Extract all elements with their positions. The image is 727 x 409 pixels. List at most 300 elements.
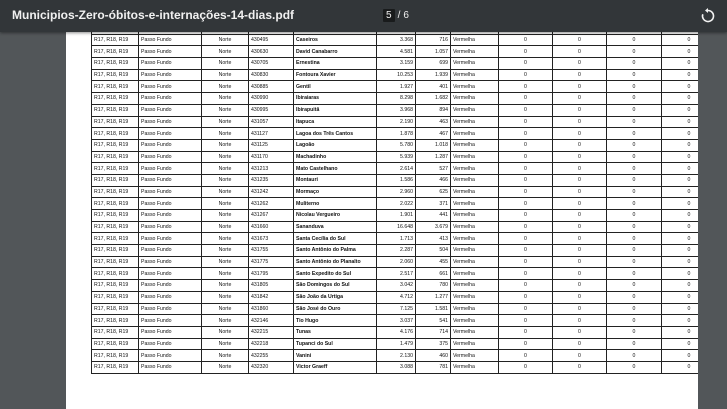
table-row [92,174,699,186]
table-row [92,256,699,268]
cidade-cell: Passo Fundo [139,69,202,81]
macro-cell: Norte [202,93,249,105]
zero-cell: 0 [553,280,607,292]
zero-cell: 0 [662,268,699,280]
zero-cell: 0 [662,280,699,292]
municipio-cell: Santo Expedito do Sul [294,268,377,280]
macro-cell: Norte [202,46,249,58]
municipio-cell: Lagoão [294,139,377,151]
regiao-cell: R17, R18, R19 [92,104,139,116]
zero-cell: 0 [607,221,662,233]
bandeira-cell: Vermelha [451,46,499,58]
zero-cell: 0 [662,350,699,362]
cidade-cell: Passo Fundo [139,58,202,70]
table-row [92,58,699,70]
municipio-cell: Fontoura Xavier [294,69,377,81]
table-row [92,116,699,128]
ibge-code-cell: 431242 [249,186,294,198]
zero-cell: 0 [499,210,553,222]
bandeira-cell: Vermelha [451,34,499,46]
cidade-cell: Passo Fundo [139,326,202,338]
casos-cell: 375 [416,338,451,350]
casos-cell: 625 [416,186,451,198]
table-row [92,81,699,93]
macro-cell: Norte [202,221,249,233]
casos-cell: 716 [416,34,451,46]
populacao-cell: 4.581 [377,46,416,58]
regiao-cell: R17, R18, R19 [92,116,139,128]
macro-cell: Norte [202,291,249,303]
regiao-cell: R17, R18, R19 [92,268,139,280]
zero-cell: 0 [553,350,607,362]
macro-cell: Norte [202,350,249,362]
casos-cell: 1.057 [416,46,451,58]
municipio-cell: David Canabarro [294,46,377,58]
zero-cell: 0 [607,81,662,93]
bandeira-cell: Vermelha [451,93,499,105]
zero-cell: 0 [499,81,553,93]
populacao-cell: 1.479 [377,338,416,350]
populacao-cell: 2.130 [377,350,416,362]
zero-cell: 0 [553,221,607,233]
ibge-code-cell: 431795 [249,268,294,280]
bandeira-cell: Vermelha [451,326,499,338]
table-row [92,139,699,151]
cidade-cell: Passo Fundo [139,303,202,315]
zero-cell: 0 [499,128,553,140]
rotate-icon [699,7,717,25]
bandeira-cell: Vermelha [451,221,499,233]
bandeira-cell: Vermelha [451,81,499,93]
ibge-code-cell: 431860 [249,303,294,315]
municipio-cell: Itapuca [294,116,377,128]
populacao-cell: 2.190 [377,116,416,128]
zero-cell: 0 [662,326,699,338]
bandeira-cell: Vermelha [451,69,499,81]
zero-cell: 0 [553,151,607,163]
casos-cell: 781 [416,361,451,373]
municipio-cell: Santo Antônio do Palma [294,245,377,257]
cidade-cell: Passo Fundo [139,233,202,245]
populacao-cell: 5.780 [377,139,416,151]
zero-cell: 0 [553,256,607,268]
casos-cell: 441 [416,210,451,222]
zero-cell: 0 [499,104,553,116]
regiao-cell: R17, R18, R19 [92,174,139,186]
zero-cell: 0 [607,58,662,70]
municipio-cell: Santa Cecília do Sul [294,233,377,245]
zero-cell: 0 [607,350,662,362]
zero-cell: 0 [553,58,607,70]
zero-cell: 0 [499,46,553,58]
bandeira-cell: Vermelha [451,151,499,163]
ibge-code-cell: 431805 [249,280,294,292]
zero-cell: 0 [662,221,699,233]
populacao-cell: 3.968 [377,104,416,116]
zero-cell: 0 [553,81,607,93]
municipio-cell: Tunas [294,326,377,338]
populacao-cell: 4.712 [377,291,416,303]
cidade-cell: Passo Fundo [139,151,202,163]
casos-cell: 661 [416,268,451,280]
ibge-code-cell: 432215 [249,326,294,338]
zero-cell: 0 [499,58,553,70]
zero-cell: 0 [607,128,662,140]
table-row [92,268,699,280]
municipio-cell: Tio Hugo [294,315,377,327]
zero-cell: 0 [662,163,699,175]
macro-cell: Norte [202,361,249,373]
casos-cell: 1.682 [416,93,451,105]
ibge-code-cell: 431235 [249,174,294,186]
casos-cell: 504 [416,245,451,257]
casos-cell: 463 [416,116,451,128]
macro-cell: Norte [202,34,249,46]
zero-cell: 0 [607,139,662,151]
municipio-cell: São Domingos do Sul [294,280,377,292]
zero-cell: 0 [662,139,699,151]
municipio-cell: Ernestina [294,58,377,70]
macro-cell: Norte [202,198,249,210]
zero-cell: 0 [499,280,553,292]
bandeira-cell: Vermelha [451,245,499,257]
zero-cell: 0 [499,326,553,338]
municipio-cell: Sananduva [294,221,377,233]
zero-cell: 0 [662,58,699,70]
table-row [92,338,699,350]
table-row [92,93,699,105]
zero-cell: 0 [607,34,662,46]
zero-cell: 0 [499,198,553,210]
casos-cell: 401 [416,81,451,93]
regiao-cell: R17, R18, R19 [92,315,139,327]
macro-cell: Norte [202,128,249,140]
cidade-cell: Passo Fundo [139,256,202,268]
zero-cell: 0 [662,116,699,128]
populacao-cell: 1.927 [377,81,416,93]
macro-cell: Norte [202,81,249,93]
zero-cell: 0 [553,93,607,105]
macro-cell: Norte [202,280,249,292]
populacao-cell: 3.368 [377,34,416,46]
populacao-cell: 2.614 [377,163,416,175]
macro-cell: Norte [202,186,249,198]
municipio-cell: Nicolau Vergueiro [294,210,377,222]
table-row [92,210,699,222]
zero-cell: 0 [499,116,553,128]
cidade-cell: Passo Fundo [139,128,202,140]
macro-cell: Norte [202,210,249,222]
cidade-cell: Passo Fundo [139,186,202,198]
zero-cell: 0 [607,174,662,186]
rotate-button[interactable] [699,7,717,25]
zero-cell: 0 [662,245,699,257]
table-row [92,303,699,315]
bandeira-cell: Vermelha [451,128,499,140]
regiao-cell: R17, R18, R19 [92,139,139,151]
zero-cell: 0 [499,315,553,327]
zero-cell: 0 [499,174,553,186]
zero-cell: 0 [607,46,662,58]
regiao-cell: R17, R18, R19 [92,338,139,350]
regiao-cell: R17, R18, R19 [92,361,139,373]
zero-cell: 0 [662,151,699,163]
zero-cell: 0 [553,186,607,198]
regiao-cell: R17, R18, R19 [92,163,139,175]
cidade-cell: Passo Fundo [139,163,202,175]
bandeira-cell: Vermelha [451,315,499,327]
zero-cell: 0 [662,303,699,315]
bandeira-cell: Vermelha [451,58,499,70]
zero-cell: 0 [553,361,607,373]
regiao-cell: R17, R18, R19 [92,34,139,46]
casos-cell: 455 [416,256,451,268]
zero-cell: 0 [553,315,607,327]
bandeira-cell: Vermelha [451,291,499,303]
casos-cell: 467 [416,128,451,140]
cidade-cell: Passo Fundo [139,104,202,116]
bandeira-cell: Vermelha [451,104,499,116]
table-row [92,163,699,175]
table-row [92,34,699,46]
table-row [92,128,699,140]
populacao-cell: 3.042 [377,280,416,292]
zero-cell: 0 [607,361,662,373]
populacao-cell: 2.060 [377,256,416,268]
municipio-cell: São José do Ouro [294,303,377,315]
macro-cell: Norte [202,163,249,175]
zero-cell: 0 [607,326,662,338]
macro-cell: Norte [202,69,249,81]
cidade-cell: Passo Fundo [139,139,202,151]
zero-cell: 0 [662,34,699,46]
zero-cell: 0 [553,291,607,303]
macro-cell: Norte [202,303,249,315]
macro-cell: Norte [202,233,249,245]
ibge-code-cell: 431125 [249,139,294,151]
zero-cell: 0 [553,268,607,280]
zero-cell: 0 [499,151,553,163]
zero-cell: 0 [662,93,699,105]
zero-cell: 0 [607,69,662,81]
table-row [92,350,699,362]
cidade-cell: Passo Fundo [139,280,202,292]
zero-cell: 0 [553,69,607,81]
bandeira-cell: Vermelha [451,198,499,210]
populacao-cell: 10.253 [377,69,416,81]
zero-cell: 0 [499,350,553,362]
zero-cell: 0 [553,34,607,46]
zero-cell: 0 [499,186,553,198]
zero-cell: 0 [607,245,662,257]
zero-cell: 0 [607,93,662,105]
ibge-code-cell: 430995 [249,104,294,116]
populacao-cell: 4.176 [377,326,416,338]
zero-cell: 0 [662,186,699,198]
zero-cell: 0 [553,116,607,128]
ibge-code-cell: 431057 [249,116,294,128]
regiao-cell: R17, R18, R19 [92,233,139,245]
zero-cell: 0 [607,233,662,245]
populacao-cell: 8.298 [377,93,416,105]
zero-cell: 0 [499,69,553,81]
zero-cell: 0 [662,338,699,350]
bandeira-cell: Vermelha [451,186,499,198]
municipio-cell: Ibiraiaras [294,93,377,105]
zero-cell: 0 [607,198,662,210]
municipio-cell: Victor Graeff [294,361,377,373]
zero-cell: 0 [499,233,553,245]
populacao-cell: 1.586 [377,174,416,186]
bandeira-cell: Vermelha [451,268,499,280]
table-row [92,69,699,81]
ibge-code-cell: 430990 [249,93,294,105]
cidade-cell: Passo Fundo [139,338,202,350]
regiao-cell: R17, R18, R19 [92,350,139,362]
casos-cell: 460 [416,350,451,362]
cidade-cell: Passo Fundo [139,81,202,93]
casos-cell: 1.277 [416,291,451,303]
bandeira-cell: Vermelha [451,174,499,186]
table-row [92,198,699,210]
cidade-cell: Passo Fundo [139,245,202,257]
macro-cell: Norte [202,256,249,268]
cidade-cell: Passo Fundo [139,34,202,46]
municipality-table [91,27,698,374]
regiao-cell: R17, R18, R19 [92,210,139,222]
zero-cell: 0 [607,338,662,350]
bandeira-cell: Vermelha [451,163,499,175]
zero-cell: 0 [662,69,699,81]
table-row [92,291,699,303]
cidade-cell: Passo Fundo [139,221,202,233]
populacao-cell: 3.088 [377,361,416,373]
municipio-cell: Ibirapuitã [294,104,377,116]
regiao-cell: R17, R18, R19 [92,81,139,93]
macro-cell: Norte [202,245,249,257]
ibge-code-cell: 430495 [249,34,294,46]
zero-cell: 0 [607,186,662,198]
casos-cell: 527 [416,163,451,175]
zero-cell: 0 [553,139,607,151]
zero-cell: 0 [553,46,607,58]
casos-cell: 1.939 [416,69,451,81]
zero-cell: 0 [607,303,662,315]
table-row [92,245,699,257]
ibge-code-cell: 431127 [249,128,294,140]
zero-cell: 0 [499,256,553,268]
cidade-cell: Passo Fundo [139,210,202,222]
bandeira-cell: Vermelha [451,256,499,268]
bandeira-cell: Vermelha [451,139,499,151]
zero-cell: 0 [553,198,607,210]
bandeira-cell: Vermelha [451,210,499,222]
macro-cell: Norte [202,338,249,350]
zero-cell: 0 [662,210,699,222]
casos-cell: 699 [416,58,451,70]
populacao-cell: 2.287 [377,245,416,257]
table-row [92,233,699,245]
municipio-cell: Lagoa dos Três Cantos [294,128,377,140]
zero-cell: 0 [553,210,607,222]
casos-cell: 466 [416,174,451,186]
populacao-cell: 2.022 [377,198,416,210]
zero-cell: 0 [662,104,699,116]
bandeira-cell: Vermelha [451,116,499,128]
populacao-cell: 16.648 [377,221,416,233]
regiao-cell: R17, R18, R19 [92,151,139,163]
ibge-code-cell: 430705 [249,58,294,70]
cidade-cell: Passo Fundo [139,198,202,210]
ibge-code-cell: 431775 [249,256,294,268]
casos-cell: 1.287 [416,151,451,163]
ibge-code-cell: 431842 [249,291,294,303]
zero-cell: 0 [607,151,662,163]
zero-cell: 0 [499,93,553,105]
populacao-cell: 1.901 [377,210,416,222]
macro-cell: Norte [202,315,249,327]
regiao-cell: R17, R18, R19 [92,93,139,105]
municipio-cell: Tupanci do Sul [294,338,377,350]
regiao-cell: R17, R18, R19 [92,58,139,70]
casos-cell: 1.581 [416,303,451,315]
table-row [92,315,699,327]
cidade-cell: Passo Fundo [139,315,202,327]
bandeira-cell: Vermelha [451,280,499,292]
page-indicator [383,7,409,24]
document-title: Municipios-Zero-óbitos-e-internações-14-dias.pdf [12,8,295,22]
ibge-code-cell: 430630 [249,46,294,58]
zero-cell: 0 [553,326,607,338]
cidade-cell: Passo Fundo [139,350,202,362]
page-separator: / [397,10,401,21]
municipio-cell: Caseiros [294,34,377,46]
regiao-cell: R17, R18, R19 [92,280,139,292]
macro-cell: Norte [202,326,249,338]
populacao-cell: 3.037 [377,315,416,327]
table-row [92,221,699,233]
table-row [92,151,699,163]
casos-cell: 894 [416,104,451,116]
zero-cell: 0 [662,233,699,245]
ibge-code-cell: 430830 [249,69,294,81]
municipio-cell: Montauri [294,174,377,186]
zero-cell: 0 [499,361,553,373]
casos-cell: 371 [416,198,451,210]
table-row [92,104,699,116]
ibge-code-cell: 432320 [249,361,294,373]
regiao-cell: R17, R18, R19 [92,186,139,198]
current-page-input[interactable]: 5 [383,9,395,22]
macro-cell: Norte [202,268,249,280]
zero-cell: 0 [607,268,662,280]
zero-cell: 0 [662,256,699,268]
zero-cell: 0 [553,245,607,257]
populacao-cell: 5.939 [377,151,416,163]
zero-cell: 0 [553,174,607,186]
zero-cell: 0 [662,46,699,58]
regiao-cell: R17, R18, R19 [92,69,139,81]
casos-cell: 3.679 [416,221,451,233]
regiao-cell: R17, R18, R19 [92,245,139,257]
municipio-cell: Vanini [294,350,377,362]
cidade-cell: Passo Fundo [139,361,202,373]
macro-cell: Norte [202,151,249,163]
zero-cell: 0 [499,291,553,303]
casos-cell: 413 [416,233,451,245]
regiao-cell: R17, R18, R19 [92,221,139,233]
cidade-cell: Passo Fundo [139,116,202,128]
